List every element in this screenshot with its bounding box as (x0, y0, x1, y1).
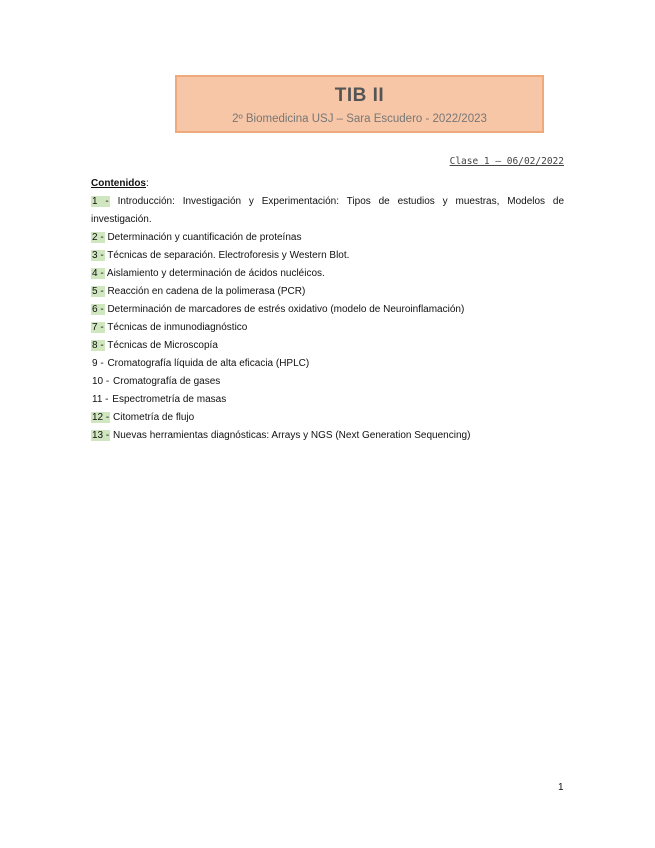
contents-heading-line (91, 175, 564, 193)
item-number: 4 - (92, 268, 104, 279)
item-text: Determinación de marcadores de estrés oxidativo (modelo de Neuroinflamación) (107, 304, 465, 315)
item-text: Espectrometría de masas (112, 394, 227, 405)
item-text: Técnicas de inmunodiagnóstico (107, 322, 248, 333)
item-text: Cromatografía de gases (113, 376, 221, 387)
contents-item-5 (91, 283, 564, 301)
item-number: 8 - (92, 340, 104, 351)
item-text: Citometría de flujo (113, 412, 195, 423)
item-text: Técnicas de Microscopía (107, 340, 218, 351)
item-number: 2 - (92, 232, 104, 243)
contents-item-8 (91, 337, 564, 355)
item-text: Determinación y cuantificación de proteínas (107, 232, 302, 243)
item-text: Aislamiento y determinación de ácidos nucléicos. (106, 268, 325, 279)
contents-item-9 (91, 355, 564, 373)
item-text: Técnicas de separación. Electroforesis y Western Blot. (107, 250, 350, 261)
item-number: 7 - (92, 322, 104, 333)
contents-item-11 (91, 391, 564, 409)
header-box (175, 75, 544, 133)
page-number: 1 (558, 782, 564, 793)
contents-item-13 (91, 427, 564, 445)
contents-heading: Contenidos (91, 178, 146, 189)
item-text: Nuevas herramientas diagnósticas: Arrays y NGS (Next Generation Sequencing) (113, 430, 471, 441)
contents-item-2 (91, 229, 564, 247)
class-date: Clase 1 – 06/02/2022 (449, 156, 564, 167)
item-number: 12 - (92, 412, 110, 423)
contents-item-4 (91, 265, 564, 283)
contents-item-10 (91, 373, 564, 391)
contents-heading-colon: : (146, 178, 149, 189)
contents-item-12 (91, 409, 564, 427)
item-number: 10 - (92, 376, 110, 387)
item-text: Introducción: Investigación y Experimentación: Tipos de estudios y muestras, Modelos de investigación. (91, 196, 565, 225)
document-title: TIB II (334, 85, 385, 106)
contents-item-7 (91, 319, 564, 337)
contents-item-6 (91, 301, 564, 319)
item-number: 13 - (92, 430, 110, 441)
item-number: 11 - (92, 394, 109, 405)
contents-section (91, 175, 564, 445)
contents-item-1 (91, 193, 564, 229)
document-subtitle: 2º Biomedicina USJ – Sara Escudero - 2022/2023 (232, 113, 487, 125)
item-number: 3 - (92, 250, 104, 261)
item-text: Reacción en cadena de la polimerasa (PCR) (107, 286, 306, 297)
item-text: Cromatografía líquida de alta eficacia (HPLC) (107, 358, 310, 369)
item-number: 9 - (92, 358, 104, 369)
item-number: 5 - (92, 286, 104, 297)
item-number: 6 - (92, 304, 104, 315)
contents-item-3 (91, 247, 564, 265)
item-number: 1 - (92, 196, 109, 207)
